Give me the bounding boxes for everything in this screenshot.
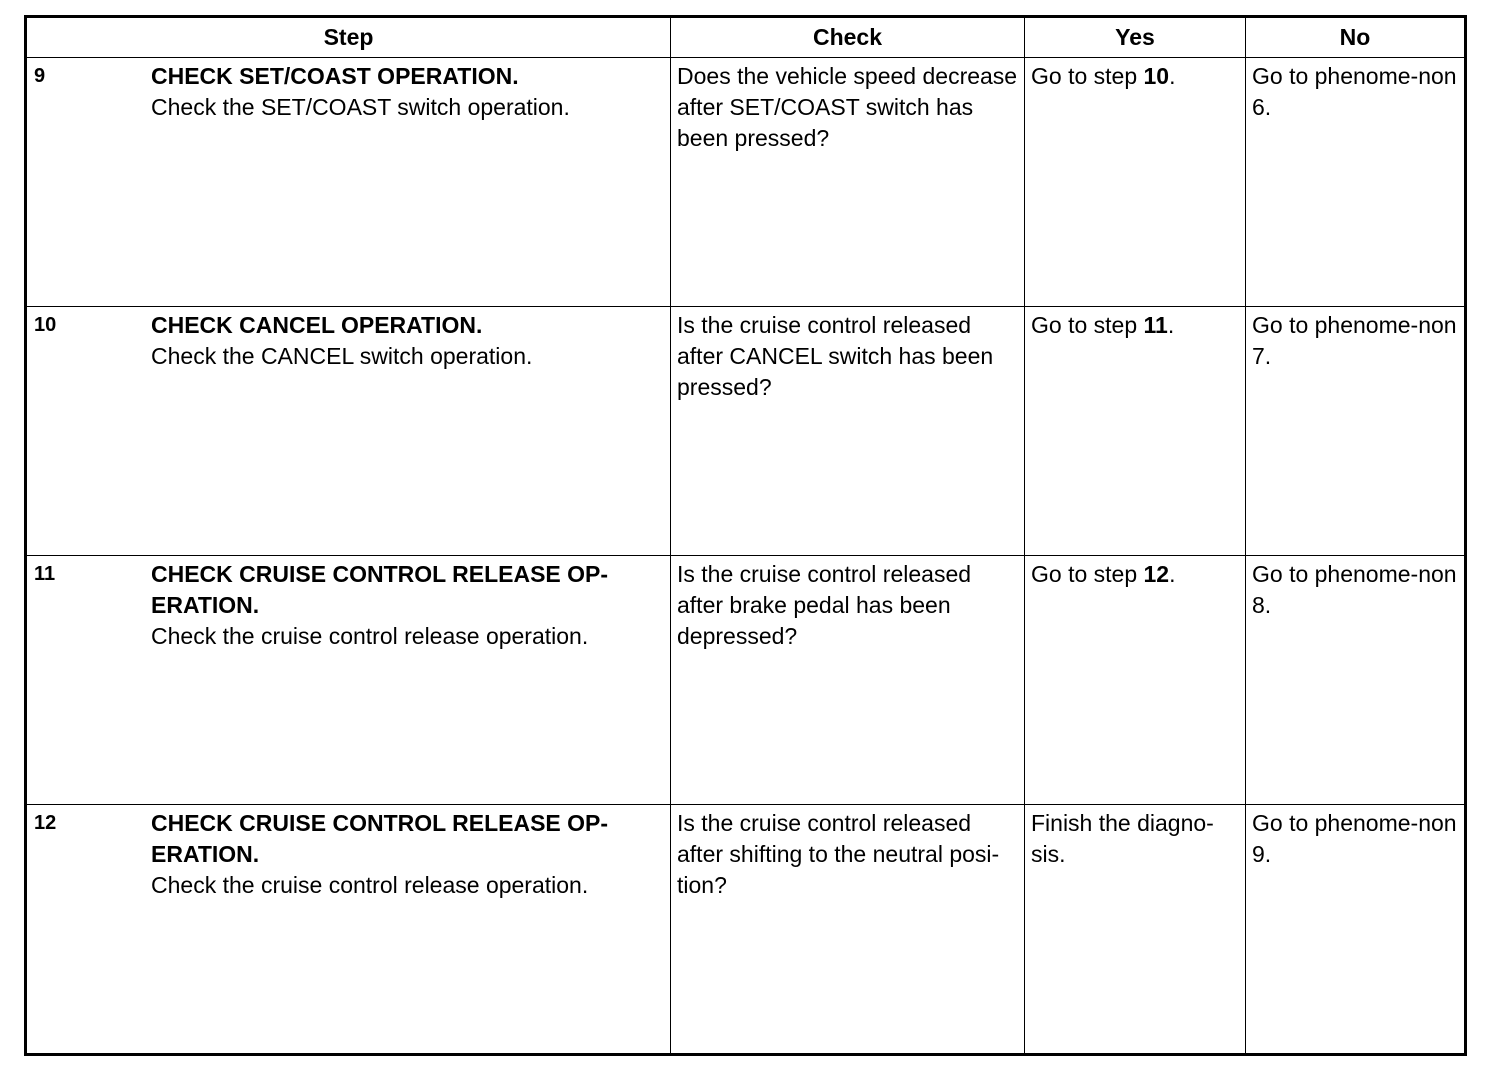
header-check: Check bbox=[671, 17, 1025, 58]
no-cell bbox=[1246, 58, 1466, 307]
step-description: Check the CANCEL switch operation. bbox=[151, 343, 533, 369]
header-no: No bbox=[1246, 17, 1466, 58]
step-title: CHECK SET/COAST OPERATION. bbox=[151, 63, 519, 89]
check-text: Is the cruise control released after CANCEL switch has been pressed? bbox=[677, 312, 994, 400]
yes-suffix: . bbox=[1167, 312, 1175, 338]
check-text: Is the cruise control released after shifting to the neutral posi-tion? bbox=[677, 810, 1000, 898]
table-row bbox=[26, 556, 1466, 805]
yes-cell bbox=[1025, 307, 1246, 556]
yes-text bbox=[1025, 805, 1245, 870]
step-cell bbox=[26, 556, 671, 805]
table-row bbox=[26, 307, 1466, 556]
no-text: Go to phenome-non 8. bbox=[1252, 561, 1457, 618]
step-number: 9 bbox=[34, 65, 46, 87]
check-cell bbox=[671, 307, 1025, 556]
step-number: 11 bbox=[34, 563, 56, 585]
step-title: CHECK CANCEL OPERATION. bbox=[151, 312, 483, 338]
yes-suffix: . bbox=[1169, 63, 1176, 89]
table-header-row bbox=[26, 17, 1466, 58]
step-description: Check the SET/COAST switch operation. bbox=[151, 94, 570, 120]
no-text: Go to phenome-non 7. bbox=[1252, 312, 1457, 369]
yes-text bbox=[1025, 307, 1245, 341]
check-cell bbox=[671, 805, 1025, 1055]
check-text: Is the cruise control released after brake pedal has been depressed? bbox=[677, 561, 972, 649]
yes-cell bbox=[1025, 58, 1246, 307]
yes-prefix: Go to step bbox=[1031, 312, 1144, 338]
no-cell bbox=[1246, 556, 1466, 805]
table-row bbox=[26, 58, 1466, 307]
yes-text bbox=[1025, 58, 1245, 92]
yes-prefix: Go to step bbox=[1031, 561, 1144, 587]
yes-prefix: Finish the diagno-sis. bbox=[1031, 810, 1214, 867]
step-description: Check the cruise control release operation. bbox=[151, 623, 589, 649]
no-text: Go to phenome-non 6. bbox=[1252, 63, 1457, 120]
step-title: CHECK CRUISE CONTROL RELEASE OP-ERATION. bbox=[151, 561, 609, 618]
yes-suffix: . bbox=[1169, 561, 1176, 587]
check-text: Does the vehicle speed decrease after SET/COAST switch has been pressed? bbox=[677, 63, 1018, 151]
no-text: Go to phenome-non 9. bbox=[1252, 810, 1457, 867]
step-title: CHECK CRUISE CONTROL RELEASE OP-ERATION. bbox=[151, 810, 609, 867]
yes-step-ref: 12 bbox=[1143, 561, 1170, 587]
yes-step-ref: 10 bbox=[1143, 63, 1170, 89]
step-cell bbox=[26, 805, 671, 1055]
check-cell bbox=[671, 58, 1025, 307]
yes-cell bbox=[1025, 556, 1246, 805]
step-number: 12 bbox=[34, 812, 57, 834]
step-cell bbox=[26, 58, 671, 307]
check-cell bbox=[671, 556, 1025, 805]
step-cell bbox=[26, 307, 671, 556]
no-cell bbox=[1246, 307, 1466, 556]
yes-text bbox=[1025, 556, 1245, 590]
yes-step-ref: 11 bbox=[1143, 312, 1168, 338]
yes-cell bbox=[1025, 805, 1246, 1055]
header-step: Step bbox=[26, 17, 671, 58]
step-description: Check the cruise control release operation. bbox=[151, 872, 589, 898]
header-yes: Yes bbox=[1025, 17, 1246, 58]
diagnosis-table bbox=[24, 15, 1467, 1056]
table-row bbox=[26, 805, 1466, 1055]
no-cell bbox=[1246, 805, 1466, 1055]
step-number: 10 bbox=[34, 314, 57, 336]
yes-prefix: Go to step bbox=[1031, 63, 1144, 89]
